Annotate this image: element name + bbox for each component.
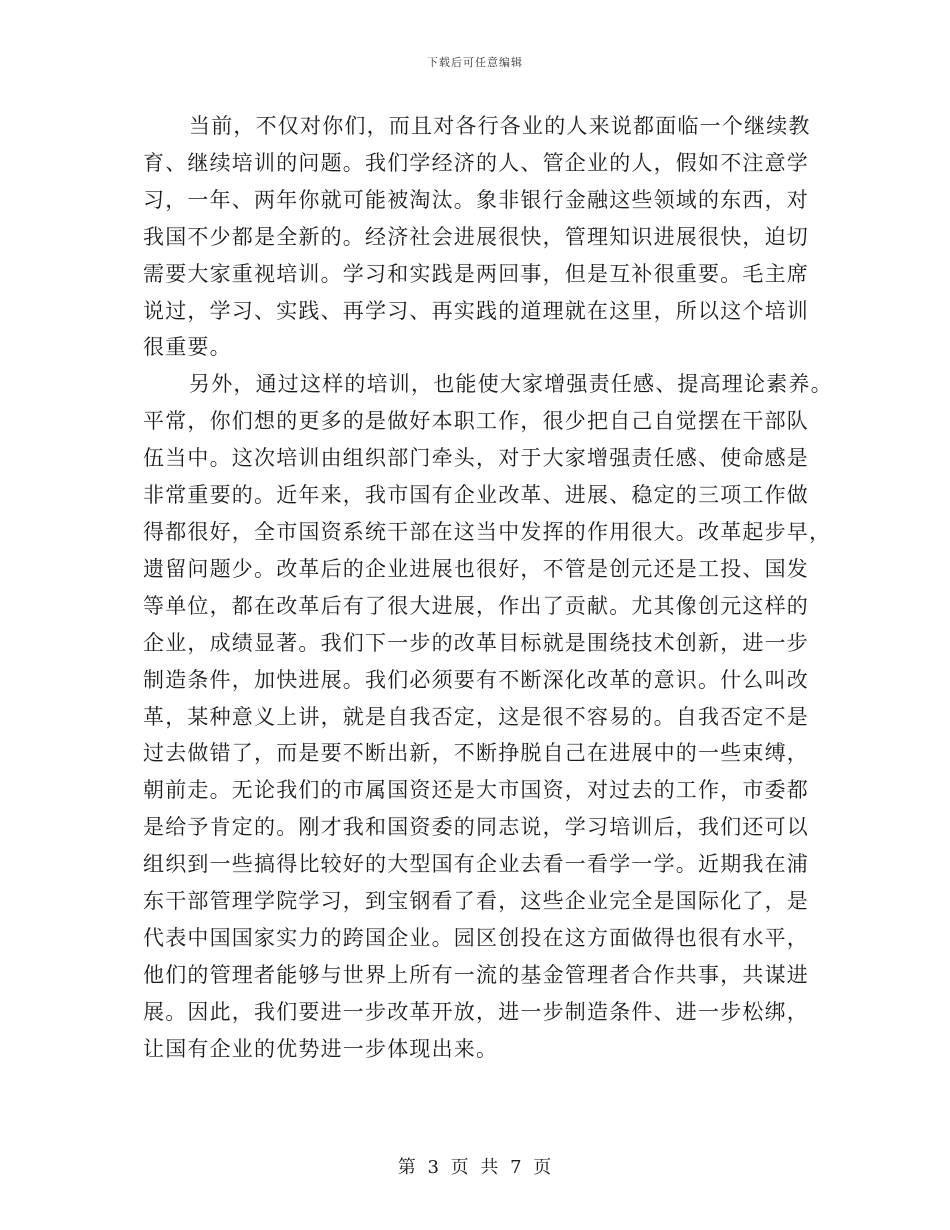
text-line: 朝前走。无论我们的市属国资还是大市国资，对过去的工作，市委都 bbox=[143, 778, 809, 803]
text-line: 说过，学习、实践、再学习、再实践的道理就在这里，所以这个培训 bbox=[143, 298, 809, 323]
text-line: 让国有企业的优势进一步体现出来。 bbox=[143, 1036, 499, 1061]
text-line: 他们的管理者能够与世界上所有一流的基金管理者合作共事，共谋进 bbox=[143, 962, 809, 987]
text-line: 过去做错了，而是要不断出新，不断挣脱自己在进展中的一些束缚， bbox=[143, 741, 809, 766]
text-line: 平常，你们想的更多的是做好本职工作，很少把自己自觉摆在干部队 bbox=[143, 409, 809, 434]
text-line: 企业，成绩显著。我们下一步的改革目标就是围绕技术创新，进一步 bbox=[143, 630, 809, 655]
text-line: 需要大家重视培训。学习和实践是两回事，但是互补很重要。毛主席 bbox=[143, 261, 809, 286]
text-line: 展。因此，我们要进一步改革开放，进一步制造条件、进一步松绑， bbox=[143, 999, 809, 1024]
text-line: 等单位，都在改革后有了很大进展，作出了贡献。尤其像创元这样的 bbox=[143, 593, 809, 618]
text-line: 我国不少都是全新的。经济社会进展很快，管理知识进展很快，迫切 bbox=[143, 224, 809, 249]
text-line: 制造条件，加快进展。我们必须要有不断深化改革的意识。什么叫改 bbox=[143, 667, 809, 692]
text-line: 代表中国国家实力的跨国企业。园区创投在这方面做得也很有水平， bbox=[143, 925, 809, 950]
text-line: 另外，通过这样的培训，也能使大家增强责任感、提高理论素养。 bbox=[189, 372, 833, 397]
text-line: 很重要。 bbox=[143, 335, 232, 360]
text-line: 育、继续培训的问题。我们学经济的人、管企业的人，假如不注意学 bbox=[143, 150, 809, 175]
paragraph bbox=[143, 366, 833, 1067]
paragraph bbox=[143, 108, 813, 366]
text-line: 东干部管理学院学习，到宝钢看了看，这些企业完全是国际化了，是 bbox=[143, 889, 809, 914]
text-line: 当前，不仅对你们，而且对各行各业的人来说都面临一个继续教 bbox=[189, 114, 811, 138]
text-line: 是给予肯定的。刚才我和国资委的同志说，学习培训后，我们还可以 bbox=[143, 815, 809, 840]
text-line: 非常重要的。近年来，我市国有企业改革、进展、稳定的三项工作做 bbox=[143, 483, 809, 508]
text-line: 得都很好，全市国资系统干部在这当中发挥的作用很大。改革起步早， bbox=[143, 519, 832, 544]
page-number-footer: 第 3 页 共 7 页 bbox=[397, 1157, 553, 1178]
text-line: 习，一年、两年你就可能被淘汰。象非银行金融这些领域的东西，对 bbox=[143, 187, 809, 212]
text-line: 组织到一些搞得比较好的大型国有企业去看一看学一学。近期我在浦 bbox=[143, 852, 809, 877]
text-line: 遗留问题少。改革后的企业进展也很好，不管是创元还是工投、国发 bbox=[143, 556, 809, 581]
document-body bbox=[143, 108, 833, 1068]
text-line: 伍当中。这次培训由组织部门牵头，对于大家增强责任感、使命感是 bbox=[143, 446, 809, 471]
page-header: 下载后可任意编辑 bbox=[427, 56, 523, 69]
text-line: 革，某种意义上讲，就是自我否定，这是很不容易的。自我否定不是 bbox=[143, 704, 809, 729]
